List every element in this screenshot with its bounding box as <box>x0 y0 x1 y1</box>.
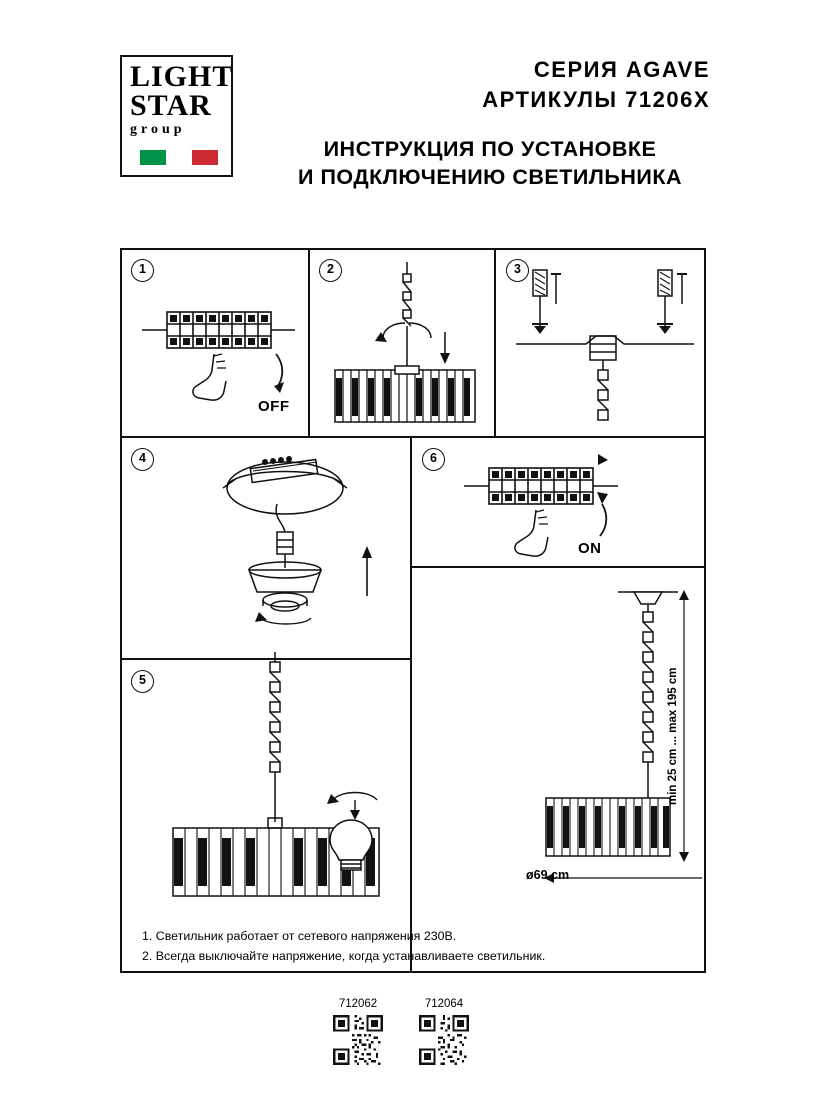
italy-flag-icon <box>140 150 218 165</box>
title-block <box>270 55 710 192</box>
step-number-6: 6 <box>422 448 445 471</box>
step-6-illustration <box>452 450 642 580</box>
step-3-illustration <box>510 264 700 436</box>
step-1-label: OFF <box>258 398 290 415</box>
series-title: СЕРИЯ AGAVE <box>533 57 710 82</box>
step-2-illustration <box>317 260 492 435</box>
step-number-5: 5 <box>131 670 154 693</box>
qr-code-icon-1 <box>333 1015 383 1065</box>
qr-item-712064 <box>416 998 472 1065</box>
qr-label-2: 712064 <box>424 998 464 1010</box>
product-dimension-illustration <box>422 580 702 970</box>
note-1: 1. Светильник работает от сетевого напряжения 230В. <box>142 929 457 943</box>
step-5-illustration <box>147 650 412 950</box>
logo-line-3: group <box>130 121 186 137</box>
step-4-illustration <box>177 448 407 660</box>
logo-line-1: LIGHT <box>130 60 234 93</box>
diagram-frame <box>120 248 706 973</box>
step-1-illustration <box>140 294 300 414</box>
logo-wordmark <box>130 60 234 137</box>
notes-block <box>120 920 706 974</box>
step-number-4: 4 <box>131 448 154 471</box>
step-6-label: ON <box>578 540 602 557</box>
step-number-3: 3 <box>506 259 529 282</box>
note-2: 2. Всегда выключайте напряжение, когда устанавливаете светильник. <box>142 949 546 964</box>
instruction-title-line-2: И ПОДКЛЮЧЕНИЮ СВЕТИЛЬНИКА <box>298 165 682 190</box>
instruction-title-line-1: ИНСТРУКЦИЯ ПО УСТАНОВКЕ <box>323 137 657 162</box>
article-title: АРТИКУЛЫ 71206X <box>482 86 710 112</box>
step-number-2: 2 <box>319 259 342 282</box>
logo-line-2: STAR <box>130 88 212 122</box>
brand-logo <box>120 55 233 177</box>
footer-qr-block <box>330 998 500 1078</box>
qr-code-icon-2 <box>419 1015 469 1065</box>
qr-item-712062 <box>330 998 386 1065</box>
header <box>120 55 710 205</box>
height-dimension-label: min 25 cm ... max 195 cm <box>667 667 679 805</box>
qr-label-1: 712062 <box>338 998 378 1010</box>
step-number-1: 1 <box>131 259 154 282</box>
diameter-dimension-label: ø69 cm <box>526 868 570 882</box>
